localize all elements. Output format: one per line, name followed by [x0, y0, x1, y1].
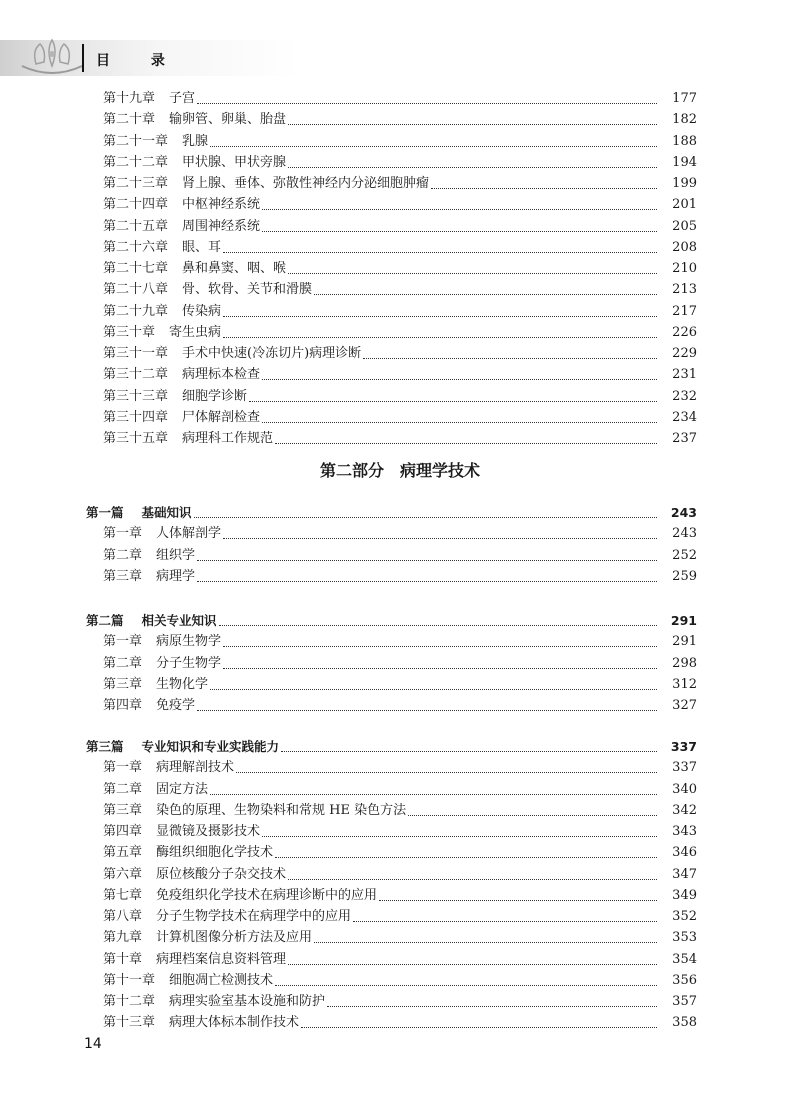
chapter-number: 第七章 — [103, 887, 143, 903]
chapter-number: 第二十七章 — [103, 261, 169, 276]
dot-leader — [197, 102, 657, 104]
dot-leader — [210, 145, 657, 147]
dot-leader — [223, 645, 657, 647]
dot-leader — [363, 357, 657, 359]
chapter-title: 鼻和鼻窦、咽、喉 — [182, 261, 287, 276]
toc-chapter-row[interactable] — [0, 885, 800, 907]
toc-chapter-row[interactable] — [0, 1012, 800, 1034]
chapter-title: 免疫学 — [156, 698, 196, 713]
chapter-number: 第二十一章 — [103, 133, 169, 149]
page-ref: 234 — [672, 409, 697, 425]
page-number: 14 — [84, 1036, 102, 1052]
dot-leader — [210, 793, 657, 795]
chapter-number: 第四章 — [103, 824, 143, 839]
toc-chapter-row[interactable] — [0, 991, 800, 1013]
toc-chapter-row[interactable] — [0, 152, 800, 174]
dot-leader — [288, 963, 657, 965]
chapter-number: 第三章 — [103, 676, 143, 692]
chapter-title: 中枢神经系统 — [182, 197, 261, 213]
chapter-title: 骨、软骨、关节和滑膜 — [182, 282, 313, 298]
dot-leader — [281, 750, 657, 752]
page-ref: 354 — [672, 951, 697, 967]
chapter-number: 第三十五章 — [103, 431, 169, 446]
chapter-title: 寄生虫病 — [169, 324, 222, 340]
toc-chapter-row[interactable] — [0, 279, 800, 301]
part-number: 第二篇 — [86, 613, 124, 628]
chapter-number: 第二章 — [103, 655, 143, 671]
page-ref: 352 — [672, 909, 697, 924]
chapter-number: 第十一章 — [103, 972, 156, 988]
chapter-title: 乳腺 — [182, 133, 209, 149]
dot-leader — [288, 123, 657, 125]
part-title: 基础知识 — [141, 505, 192, 520]
toc-chapter-row[interactable] — [0, 970, 800, 992]
page-ref: 312 — [672, 676, 697, 692]
page-ref: 340 — [672, 781, 697, 797]
toc-chapter-row[interactable] — [0, 237, 800, 259]
chapter-number: 第二十六章 — [103, 239, 169, 255]
dot-leader — [223, 667, 657, 669]
toc-chapter-row[interactable] — [0, 949, 800, 971]
chapter-number: 第三章 — [103, 802, 143, 818]
toc-chapter-row[interactable] — [0, 695, 800, 717]
dot-leader — [262, 835, 657, 837]
chapter-title: 病理标本检查 — [182, 367, 261, 383]
page-ref: 291 — [670, 613, 697, 628]
dot-leader — [194, 516, 657, 518]
chapter-title: 细胞凋亡检测技术 — [169, 972, 274, 988]
header-title: 目 录 — [96, 53, 183, 69]
dot-leader — [197, 559, 657, 561]
page-ref: 213 — [672, 282, 697, 298]
chapter-number: 第二十三章 — [103, 176, 169, 191]
toc-chapter-row[interactable] — [0, 523, 800, 545]
page-ref: 217 — [672, 303, 697, 319]
part-title: 相关专业知识 — [141, 613, 217, 628]
dot-leader — [353, 920, 657, 922]
dot-leader — [301, 1026, 657, 1028]
header-divider — [82, 44, 84, 72]
chapter-number: 第三十四章 — [103, 409, 169, 425]
toc-chapter-row[interactable] — [0, 364, 800, 386]
page-ref: 298 — [672, 655, 697, 671]
chapter-title: 病理学 — [156, 568, 196, 584]
page-ref: 201 — [672, 197, 697, 213]
chapter-title: 计算机图像分析方法及应用 — [156, 930, 313, 946]
chapter-number: 第一章 — [103, 634, 143, 650]
chapter-title: 子宫 — [169, 91, 196, 106]
page-ref: 231 — [672, 367, 697, 383]
chapter-number: 第三十一章 — [103, 346, 169, 361]
chapter-title: 固定方法 — [156, 781, 209, 797]
dot-leader — [223, 336, 657, 338]
chapter-number: 第四章 — [103, 698, 143, 713]
dot-leader — [262, 230, 657, 232]
chapter-title: 显微镜及摄影技术 — [156, 824, 261, 839]
chapter-number: 第二十五章 — [103, 218, 169, 234]
page-ref: 349 — [672, 887, 697, 903]
chapter-title: 病理实验室基本设施和防护 — [169, 994, 326, 1009]
chapter-title: 生物化学 — [156, 676, 209, 692]
chapter-number: 第三十章 — [103, 324, 156, 340]
page-ref: 210 — [672, 261, 697, 276]
chapter-title: 病理解剖技术 — [156, 760, 235, 776]
page-ref: 208 — [672, 239, 697, 255]
page-ref: 327 — [672, 698, 697, 713]
dot-leader — [327, 1005, 657, 1007]
chapter-title: 细胞学诊断 — [182, 388, 248, 404]
chapter-number: 第一章 — [103, 760, 143, 776]
page-ref: 358 — [672, 1015, 697, 1031]
chapter-number: 第二章 — [103, 781, 143, 797]
publisher-logo-icon — [16, 36, 88, 78]
page-ref: 337 — [670, 739, 697, 754]
chapter-title: 病理大体标本制作技术 — [169, 1015, 300, 1031]
chapter-title: 分子生物学技术在病理学中的应用 — [156, 909, 352, 924]
page-ref: 188 — [672, 133, 697, 149]
chapter-number: 第二十二章 — [103, 154, 169, 170]
toc-part-row[interactable] — [0, 736, 800, 758]
chapter-number: 第三十二章 — [103, 367, 169, 383]
chapter-number: 第三章 — [103, 568, 143, 584]
toc-part-row[interactable] — [0, 610, 800, 632]
dot-leader — [210, 688, 657, 690]
toc-chapter-row[interactable] — [0, 906, 800, 928]
chapter-title: 尸体解剖检查 — [182, 409, 261, 425]
chapter-title: 病理科工作规范 — [182, 431, 274, 446]
chapter-title: 分子生物学 — [156, 655, 222, 671]
dot-leader — [288, 878, 657, 880]
chapter-title: 病原生物学 — [156, 634, 222, 650]
dot-leader — [223, 537, 657, 539]
toc-chapter-row[interactable] — [0, 821, 800, 843]
page-ref: 337 — [672, 760, 697, 776]
chapter-title: 输卵管、卵巢、胎盘 — [169, 112, 287, 128]
page-ref: 232 — [672, 388, 697, 404]
dot-leader — [197, 580, 657, 582]
toc-chapter-row[interactable] — [0, 842, 800, 864]
chapter-title: 免疫组织化学技术在病理诊断中的应用 — [156, 887, 378, 903]
chapter-number: 第六章 — [103, 866, 143, 882]
page-ref: 199 — [672, 176, 697, 191]
dot-leader — [197, 709, 657, 711]
toc-chapter-row[interactable] — [0, 779, 800, 801]
dot-leader — [262, 208, 657, 210]
dot-leader — [236, 771, 657, 773]
chapter-title: 周围神经系统 — [182, 218, 261, 234]
toc-chapter-row[interactable] — [0, 545, 800, 567]
chapter-title: 肾上腺、垂体、弥散性神经内分泌细胞肿瘤 — [182, 176, 430, 191]
page-ref: 194 — [672, 154, 697, 170]
chapter-number: 第三十三章 — [103, 388, 169, 404]
part-title: 专业知识和专业实践能力 — [141, 739, 280, 754]
toc-chapter-row[interactable] — [0, 631, 800, 653]
toc-chapter-row[interactable] — [0, 386, 800, 408]
chapter-title: 酶组织细胞化学技术 — [156, 845, 274, 861]
chapter-title: 原位核酸分子杂交技术 — [156, 866, 287, 882]
dot-leader — [219, 624, 657, 626]
toc-chapter-row[interactable] — [0, 131, 800, 153]
page-ref: 252 — [672, 547, 697, 563]
toc-chapter-row[interactable] — [0, 653, 800, 675]
chapter-number: 第一章 — [103, 526, 143, 542]
chapter-number: 第九章 — [103, 930, 143, 946]
chapter-title: 染色的原理、生物染料和常规 HE 染色方法 — [156, 802, 407, 818]
page-ref: 347 — [672, 866, 697, 882]
toc-chapter-row[interactable] — [0, 566, 800, 588]
page-ref: 357 — [672, 994, 697, 1009]
dot-leader — [275, 442, 657, 444]
chapter-number: 第二十四章 — [103, 197, 169, 213]
toc-chapter-row[interactable] — [0, 301, 800, 323]
chapter-title: 甲状腺、甲状旁腺 — [182, 154, 287, 170]
chapter-title: 人体解剖学 — [156, 526, 222, 542]
page-ref: 226 — [672, 324, 697, 340]
toc-part-row[interactable] — [0, 502, 800, 524]
chapter-number: 第二章 — [103, 547, 143, 563]
toc-chapter-row[interactable] — [0, 864, 800, 886]
dot-leader — [288, 166, 657, 168]
dot-leader — [275, 984, 657, 986]
section-heading: 第二部分 病理学技术 — [319, 461, 480, 480]
chapter-title: 病理档案信息资料管理 — [156, 951, 287, 967]
chapter-number: 第十九章 — [103, 91, 156, 106]
chapter-title: 手术中快速(冷冻切片)病理诊断 — [182, 346, 362, 361]
page-ref: 243 — [670, 505, 697, 520]
dot-leader — [262, 421, 657, 423]
dot-leader — [223, 315, 657, 317]
page-ref: 205 — [672, 218, 697, 234]
toc-chapter-row[interactable] — [0, 674, 800, 696]
page-ref: 259 — [672, 568, 697, 584]
dot-leader — [431, 187, 657, 189]
chapter-title: 组织学 — [156, 547, 196, 563]
dot-leader — [408, 814, 657, 816]
toc-chapter-row[interactable] — [0, 109, 800, 131]
chapter-number: 第五章 — [103, 845, 143, 861]
page-ref: 346 — [672, 845, 697, 861]
toc-chapter-row[interactable] — [0, 88, 800, 110]
toc-chapter-row[interactable] — [0, 322, 800, 344]
page-ref: 343 — [672, 824, 697, 839]
page-ref: 237 — [672, 431, 697, 446]
toc-chapter-row[interactable] — [0, 343, 800, 365]
page-ref: 177 — [672, 91, 697, 106]
page-ref: 291 — [672, 634, 697, 650]
dot-leader — [275, 856, 657, 858]
page-ref: 243 — [672, 526, 697, 542]
page-ref: 353 — [672, 930, 697, 946]
dot-leader — [379, 899, 657, 901]
dot-leader — [262, 378, 657, 380]
page-ref: 182 — [672, 112, 697, 128]
part-number: 第三篇 — [86, 739, 124, 754]
chapter-number: 第二十八章 — [103, 282, 169, 298]
dot-leader — [314, 293, 657, 295]
toc-chapter-row[interactable] — [0, 258, 800, 280]
chapter-number: 第十二章 — [103, 994, 156, 1009]
toc-chapter-row[interactable] — [0, 800, 800, 822]
part-number: 第一篇 — [86, 505, 124, 520]
dot-leader — [314, 941, 657, 943]
chapter-number: 第八章 — [103, 909, 143, 924]
chapter-title: 眼、耳 — [182, 239, 222, 255]
dot-leader — [249, 400, 657, 402]
chapter-number: 第二十九章 — [103, 303, 169, 319]
page-ref: 356 — [672, 972, 697, 988]
toc-chapter-row[interactable] — [0, 216, 800, 238]
chapter-number: 第十三章 — [103, 1015, 156, 1031]
chapter-number: 第十章 — [103, 951, 143, 967]
chapter-title: 传染病 — [182, 303, 222, 319]
page-ref: 342 — [672, 802, 697, 818]
toc-chapter-row[interactable] — [0, 927, 800, 949]
chapter-number: 第二十章 — [103, 112, 156, 128]
toc-chapter-row[interactable] — [0, 173, 800, 195]
dot-leader — [223, 251, 657, 253]
page-ref: 229 — [672, 346, 697, 361]
dot-leader — [288, 272, 657, 274]
toc-chapter-row[interactable] — [0, 428, 800, 450]
toc-chapter-row[interactable] — [0, 407, 800, 429]
toc-chapter-row[interactable] — [0, 757, 800, 779]
toc-chapter-row[interactable] — [0, 194, 800, 216]
